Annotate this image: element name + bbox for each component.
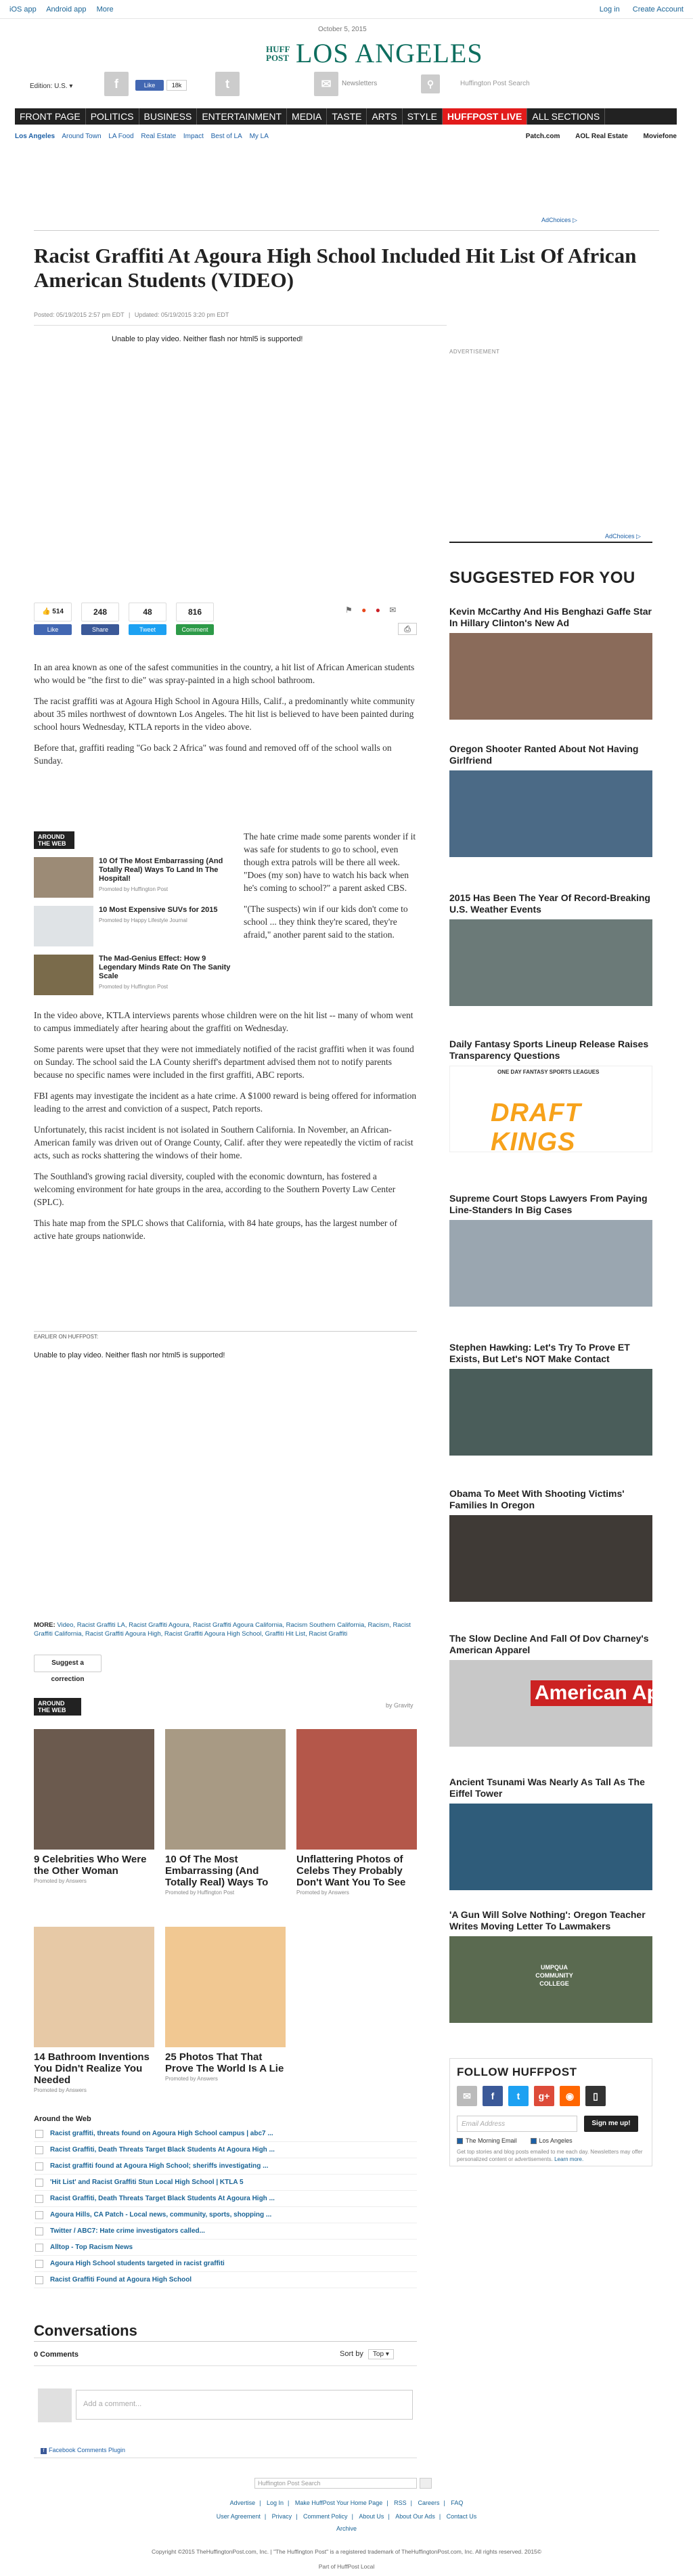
list-item[interactable]: Racist Graffiti, Death Threats Target Black Students At Agoura High ... xyxy=(34,2191,417,2207)
promo-source: Promoted by Answers xyxy=(34,2087,87,2093)
checkbox-icon xyxy=(35,2227,43,2235)
masthead-date: October 5, 2015 xyxy=(318,26,367,33)
partner-link[interactable]: Patch.com xyxy=(525,133,560,140)
promo-source: Promoted by Huffington Post xyxy=(99,886,169,892)
footer-link[interactable]: FAQ xyxy=(451,2499,464,2506)
footer-link[interactable]: Log In xyxy=(267,2499,284,2506)
promo-image[interactable] xyxy=(165,1729,286,1850)
promo-item[interactable] xyxy=(34,906,237,946)
article-body-cont xyxy=(34,1009,417,1250)
suggest-correction-button[interactable]: Suggest a correction xyxy=(34,1655,102,1672)
sort-control xyxy=(340,2349,394,2359)
facebook-icon: f xyxy=(41,2448,47,2454)
suggested-title[interactable]: Stephen Hawking: Let's Try To Prove ET Exists, But Let's NOT Make Contact xyxy=(449,1342,630,1364)
promo-image[interactable] xyxy=(165,1927,286,2047)
fb-comments-plugin-link[interactable]: f Facebook Comments Plugin xyxy=(41,2447,125,2454)
suggested-item[interactable] xyxy=(449,1776,652,1890)
checkbox-icon xyxy=(35,2195,43,2203)
checkbox-icon xyxy=(35,2179,43,2187)
video-player[interactable] xyxy=(34,332,417,589)
list-item[interactable]: Agoura Hills, CA Patch - Local news, community, sports, shopping ... xyxy=(34,2207,417,2223)
list-item[interactable]: Racist Graffiti Found at Agoura High School xyxy=(34,2272,417,2288)
promo-thumbnail[interactable] xyxy=(34,906,93,946)
subnav-link[interactable]: My LA xyxy=(249,133,269,140)
gravity-credit: by Gravity xyxy=(386,1702,413,1709)
search-icon[interactable]: ⚲ xyxy=(421,74,440,93)
footer-link[interactable]: Comment Policy xyxy=(303,2513,348,2520)
mobile-icon[interactable]: ▯ xyxy=(585,2086,606,2106)
suggested-title[interactable]: Ancient Tsunami Was Nearly As Tall As The Eiffel Tower xyxy=(449,1776,645,1799)
adchoices-link[interactable]: AdChoices ▷ xyxy=(605,533,641,540)
footer-link[interactable]: Contact Us xyxy=(446,2513,477,2520)
like-count: 👍 514 xyxy=(34,603,72,621)
suggested-image[interactable] xyxy=(449,1804,652,1890)
checkbox-icon xyxy=(35,2244,43,2252)
divider xyxy=(34,2341,417,2342)
suggested-image[interactable] xyxy=(449,1515,652,1602)
divider xyxy=(34,2365,417,2366)
promo-title[interactable]: Unflattering Photos of Celebs They Probably Don't Want You To See xyxy=(296,1854,406,1888)
fb-like-button[interactable]: Like xyxy=(135,80,164,91)
suggested-item[interactable] xyxy=(449,606,652,720)
suggested-title[interactable]: 2015 Has Been The Year Of Record-Breaking U.S. Weather Events xyxy=(449,892,650,915)
brand-logo-text: HUFF POST xyxy=(266,43,290,63)
newsletter-checkbox[interactable]: Los Angeles xyxy=(531,2137,573,2144)
promo-title[interactable]: 14 Bathroom Inventions You Didn't Realize You Needed xyxy=(34,2051,150,2086)
list-item[interactable]: Agoura High School students targeted in racist graffiti xyxy=(34,2256,417,2272)
footer-link[interactable]: User Agreement xyxy=(216,2513,261,2520)
list-item[interactable]: Racist Graffiti, Death Threats Target Black Students At Agoura High ... xyxy=(34,2142,417,2158)
nav-entertainment[interactable]: ENTERTAINMENT xyxy=(197,108,287,125)
suggested-item[interactable] xyxy=(449,1633,691,1747)
twitter-icon[interactable]: t xyxy=(508,2086,529,2106)
promo-title[interactable]: 9 Celebrities Who Were the Other Woman xyxy=(34,1854,147,1877)
footer-search-button[interactable] xyxy=(420,2478,432,2489)
promo-item[interactable] xyxy=(34,955,237,995)
tweet-button[interactable]: Tweet xyxy=(129,624,166,635)
sort-select[interactable]: Top ▾ xyxy=(368,2349,394,2359)
email-share-icon[interactable]: ✉ xyxy=(389,605,397,615)
rss-icon[interactable]: ◉ xyxy=(560,2086,580,2106)
divider xyxy=(34,230,659,231)
nav-arts[interactable]: ARTS xyxy=(367,108,402,125)
paragraph: Unfortunately, this racist incident is not isolated in Southern California. In November, an African-American family was driven out of Orange County, Calif. after they were repeatedly the victim of racist acts, such as rocks shattering the windows of their home. xyxy=(34,1125,413,1160)
total-share-count: 816 xyxy=(176,603,214,621)
suggested-title[interactable]: Obama To Meet With Shooting Victims' Families In Oregon xyxy=(449,1488,625,1510)
follow-huffpost xyxy=(449,2058,652,2166)
comments-count: 0 Comments xyxy=(34,2351,79,2359)
more-link[interactable]: More xyxy=(96,5,114,14)
draftkings-tagline: ONE DAY FANTASY SPORTS LEAGUES xyxy=(497,1069,600,1075)
promo-thumbnail[interactable] xyxy=(34,857,93,898)
sub-nav xyxy=(15,133,677,145)
nav-taste[interactable]: TASTE xyxy=(327,108,367,125)
ad-label: ADVERTISEMENT xyxy=(449,349,500,355)
suggested-title[interactable]: The Slow Decline And Fall Of Dov Charney's American Apparel xyxy=(449,1633,649,1655)
part-of-huffpost-local[interactable]: Part of HuffPost Local xyxy=(318,2563,375,2570)
adchoices-link[interactable]: AdChoices ▷ xyxy=(541,217,577,223)
video-error-message: Unable to play video. Neither flash nor html5 is supported! xyxy=(112,335,303,343)
suggested-title[interactable]: Kevin McCarthy And His Benghazi Gaffe Star In Hillary Clinton's New Ad xyxy=(449,606,652,628)
pinterest-icon[interactable]: ● xyxy=(375,605,380,615)
around-web-heading: AROUND THE WEB xyxy=(34,1698,81,1716)
footer-link[interactable]: Privacy xyxy=(271,2513,292,2520)
nav-media[interactable]: MEDIA xyxy=(287,108,327,125)
list-item[interactable]: Alltop - Top Racism News xyxy=(34,2240,417,2256)
copyright: Copyright ©2015 TheHuffingtonPost.com, Inc. | "The Huffington Post" is a registered trademark of TheHuffingtonPost.com, Inc. All rights reserved. 2015© xyxy=(151,2548,542,2555)
follow-title: FOLLOW HUFFPOST xyxy=(457,2066,577,2078)
suggested-item[interactable] xyxy=(449,892,652,1006)
follow-note: Get top stories and blog posts emailed to me each day. Newsletters may offer personalized content or advertisements. Learn more. xyxy=(457,2149,643,2162)
promo-card[interactable] xyxy=(296,1729,417,1896)
subnav-link[interactable]: Best of LA xyxy=(210,133,242,140)
print-icon[interactable]: ⎙ xyxy=(398,623,417,635)
paragraph: The Southland's growing racial diversity, coupled with the economic downturn, has fostered a welcoming environment for hate groups in the area, according to the Southern Poverty Law Center (SPLC). xyxy=(34,1171,396,1207)
sidebar-ad[interactable] xyxy=(449,359,652,528)
paragraph: Before that, graffiti reading "Go back 2 Africa" was found and removed off of the school walls on Sunday. xyxy=(34,743,392,766)
edition-select[interactable]: Edition: U.S. ▾ xyxy=(30,83,73,90)
footer-link[interactable]: Archive xyxy=(336,2525,357,2532)
signup-button[interactable]: Sign me up! xyxy=(584,2116,638,2132)
email-icon[interactable]: ✉ xyxy=(457,2086,477,2106)
footer-link[interactable]: About Our Ads xyxy=(395,2513,435,2520)
nav-style[interactable]: STYLE xyxy=(403,108,443,125)
suggested-image[interactable] xyxy=(449,919,652,1006)
suggested-item[interactable] xyxy=(449,1488,652,1602)
bookmark-icon[interactable]: ⚑ xyxy=(345,605,353,615)
subnav-home[interactable]: Los Angeles xyxy=(15,133,55,140)
suggested-image[interactable] xyxy=(449,1369,652,1456)
nav-huffpost-live[interactable]: HUFFPOST LIVE xyxy=(443,108,527,125)
paragraph: The racist graffiti was at Agoura High School in Agoura Hills, Calif., a predominantly white community about 35 miles northwest of downtown Los Angeles. The hit list is believed to have been painted during school hours Wednesday, KTLA reports in the video above. xyxy=(34,696,415,732)
promo-source: Promoted by Huffington Post xyxy=(99,984,169,990)
around-web-heading: AROUND THE WEB xyxy=(34,831,74,849)
top-bar xyxy=(0,0,693,19)
suggested-title: SUGGESTED FOR YOU xyxy=(449,569,635,587)
suggested-title[interactable]: Oregon Shooter Ranted About Not Having Girlfriend xyxy=(449,743,639,766)
subnav-link[interactable]: LA Food xyxy=(108,133,134,140)
earlier-video-error: Unable to play video. Neither flash nor html5 is supported! xyxy=(34,1351,225,1359)
divider xyxy=(449,542,652,543)
around-web-list-title: Around the Web xyxy=(34,2115,91,2123)
suggested-item[interactable] xyxy=(449,1909,652,2023)
checkbox-icon xyxy=(35,2162,43,2170)
checkbox-icon xyxy=(35,2211,43,2219)
create-account-link[interactable]: Create Account xyxy=(632,5,684,14)
huffpost-logo[interactable] xyxy=(266,37,483,69)
post-dates: Posted: 05/19/2015 2:57 pm EDT | Updated: 05/19/2015 3:20 pm EDT xyxy=(34,311,229,318)
around-web-list xyxy=(34,2126,417,2288)
paragraph: This hate map from the SPLC shows that California, with 84 hate groups, has the largest number of active hate groups nationwide. xyxy=(34,1218,398,1241)
promo-image[interactable] xyxy=(296,1729,417,1850)
facebook-icon[interactable]: f xyxy=(104,72,129,96)
suggested-title[interactable]: Daily Fantasy Sports Lineup Release Raises Transparency Questions xyxy=(449,1039,649,1061)
suggested-image[interactable] xyxy=(449,1660,691,1747)
fb-share-button[interactable]: Share xyxy=(81,624,119,635)
promo-source: Promoted by Answers xyxy=(165,2076,218,2082)
tag-list xyxy=(34,1621,417,1638)
avatar xyxy=(38,2388,72,2422)
promo-item[interactable] xyxy=(34,857,237,898)
promo-source: Promoted by Answers xyxy=(34,1878,87,1884)
subnav-link[interactable]: Around Town xyxy=(62,133,102,140)
reddit-icon[interactable]: ● xyxy=(361,605,367,615)
fb-share-count: 248 xyxy=(81,603,119,621)
promo-title[interactable]: 10 Of The Most Embarrassing (And Totally Real) Ways To Land In The Hospital! xyxy=(99,857,223,883)
promo-title[interactable]: The Mad-Genius Effect: How 9 Legendary Minds Rate On The Sanity Scale xyxy=(99,955,231,980)
campus-sign: UMPQUA COMMUNITY COLLEGE xyxy=(535,1964,573,1987)
login-link[interactable]: Log in xyxy=(599,5,620,14)
promo-card[interactable] xyxy=(34,1927,154,2093)
footer-link[interactable]: Make HuffPost Your Home Page xyxy=(294,2499,383,2506)
around-web-inline xyxy=(34,831,237,995)
article-body xyxy=(34,661,417,775)
newsletter-checkbox[interactable]: The Morning Email xyxy=(457,2137,517,2144)
promo-title[interactable]: 10 Most Expensive SUVs for 2015 xyxy=(99,906,218,914)
article-headline: Racist Graffiti At Agoura High School Included Hit List Of African American Students (VIDEO) xyxy=(34,244,637,292)
store-sign: American Appar xyxy=(531,1680,652,1706)
promo-title[interactable]: 25 Photos That That Prove The World Is A Lie xyxy=(165,2051,284,2074)
nav-politics[interactable]: POLITICS xyxy=(86,108,139,125)
divider xyxy=(34,325,447,326)
promo-card[interactable] xyxy=(34,1729,154,1884)
paragraph: In an area known as one of the safest communities in the country, a hit list of African American students who would be "the first to die" was spray-painted in a high school bathroom. xyxy=(34,662,415,685)
tweet-count: 48 xyxy=(129,603,166,621)
comment-input[interactable]: Add a comment... xyxy=(76,2390,413,2420)
footer-links-row: Advertise | Log In | Make HuffPost Your Home Page | RSS | Careers | FAQ xyxy=(229,2499,464,2506)
fb-like-button[interactable]: Like xyxy=(34,624,72,635)
footer-link[interactable]: Advertise xyxy=(229,2499,256,2506)
search-input[interactable]: Huffington Post Search xyxy=(460,80,530,87)
earlier-on-huffpost: EARLIER ON HUFFPOST: xyxy=(34,1331,417,1340)
email-icon[interactable]: ✉ xyxy=(314,72,338,96)
draftkings-logo: DRAFT KINGS xyxy=(491,1099,581,1156)
paragraph: The hate crime made some parents wonder if it was safe for students to go to school, even though extra patrols will be there all week. "Does (my son) have to watch his back when he's coming to school?" a parent asked CBS. xyxy=(244,831,416,893)
twitter-icon[interactable]: t xyxy=(215,72,240,96)
suggested-item[interactable] xyxy=(449,1193,652,1307)
android-app-link[interactable]: Android app xyxy=(46,5,87,14)
suggested-image[interactable] xyxy=(449,1936,652,2023)
checkbox-icon xyxy=(35,2276,43,2284)
suggested-image[interactable] xyxy=(449,1220,652,1307)
nav-front-page[interactable]: FRONT PAGE xyxy=(15,108,86,125)
paragraph: FBI agents may investigate the incident as a hate crime. A $1000 reward is being offered for information leading to the arrest and conviction of a suspect, Patch reports. xyxy=(34,1091,417,1114)
tags[interactable]: Video, Racist Graffiti LA, Racist Graffiti Agoura, Racist Graffiti Agoura California, Racism Southern California, Racism, Racist Graffiti California, Racist Graffiti Agoura High, Racist Graffiti Agoura High School, Graffiti Hit List, Racist Graffiti xyxy=(34,1621,411,1638)
newsletter-input[interactable]: Newsletters xyxy=(342,80,378,87)
suggested-item[interactable] xyxy=(449,1039,652,1156)
learn-more-link[interactable]: Learn more. xyxy=(554,2156,584,2162)
footer-links-row: User Agreement | Privacy | Comment Policy | About Us | About Our Ads | Contact Us xyxy=(216,2513,477,2520)
suggested-image[interactable] xyxy=(449,770,652,857)
suggested-title[interactable]: 'A Gun Will Solve Nothing': Oregon Teacher Writes Moving Letter To Lawmakers xyxy=(449,1909,646,1931)
promo-title[interactable]: 10 Of The Most Embarrassing (And Totally Real) Ways To xyxy=(165,1854,269,1888)
checkbox-icon xyxy=(35,2260,43,2268)
edition-city: LOS ANGELES xyxy=(296,38,483,68)
posted-date: Posted: 05/19/2015 2:57 pm EDT xyxy=(34,311,125,318)
promo-card[interactable] xyxy=(165,1729,286,1896)
footer-links-row xyxy=(0,2525,693,2532)
google-plus-icon[interactable]: g+ xyxy=(534,2086,554,2106)
facebook-icon[interactable]: f xyxy=(483,2086,503,2106)
promo-image[interactable] xyxy=(34,1927,154,2047)
paragraph: In the video above, KTLA interviews parents whose children were on the hit list -- many of whom went to campus immediately after hearing about the graffiti on Wednesday. xyxy=(34,1010,413,1033)
paragraph: "(The suspects) win if our kids don't come to school ... they think they're scared, they're afraid," another parent said to the station. xyxy=(244,904,408,940)
nav-all-sections[interactable]: ALL SECTIONS xyxy=(527,108,605,125)
main-nav xyxy=(15,108,677,125)
fb-like-count: 18k xyxy=(166,80,187,91)
comment-button[interactable]: Comment xyxy=(176,624,214,635)
promo-source: Promoted by Happy Lifestyle Journal xyxy=(99,917,187,923)
suggested-item[interactable] xyxy=(449,743,652,857)
promo-thumbnail[interactable] xyxy=(34,955,93,995)
nav-business[interactable]: BUSINESS xyxy=(139,108,198,125)
share-icons xyxy=(345,605,396,615)
promo-source: Promoted by Huffington Post xyxy=(165,1890,235,1896)
list-item[interactable]: Twitter / ABC7: Hate crime investigators called... xyxy=(34,2223,417,2240)
promo-source: Promoted by Answers xyxy=(296,1890,349,1896)
list-item[interactable]: 'Hit List' and Racist Graffiti Stun Local High School | KTLA 5 xyxy=(34,2175,417,2191)
updated-date: Updated: 05/19/2015 3:20 pm EDT xyxy=(134,311,229,318)
footer-link[interactable]: About Us xyxy=(359,2513,384,2520)
suggested-image[interactable] xyxy=(449,1066,652,1156)
subnav-link[interactable]: Real Estate xyxy=(141,133,177,140)
footer-search-input[interactable]: Huffington Post Search xyxy=(254,2478,417,2489)
footer-link[interactable]: Careers xyxy=(418,2499,440,2506)
checkbox-icon xyxy=(35,2146,43,2154)
partner-link[interactable]: AOL Real Estate xyxy=(575,133,628,140)
share-bar xyxy=(34,603,417,638)
subnav-link[interactable]: Impact xyxy=(183,133,204,140)
list-item[interactable]: Racist graffiti, threats found on Agoura High School campus | abc7 ... xyxy=(34,2126,417,2142)
promo-card[interactable] xyxy=(165,1927,286,2082)
partner-link[interactable]: Moviefone xyxy=(643,133,677,140)
ios-app-link[interactable]: iOS app xyxy=(9,5,37,14)
paragraph: Some parents were upset that they were not immediately notified of the racist graffiti when it was found on Sunday. The school said the LA County sheriff's department advised them not to notify parents because no specific names were included in the first graffiti, ABC reports. xyxy=(34,1044,414,1080)
promo-image[interactable] xyxy=(34,1729,154,1850)
conversations-title: Conversations xyxy=(34,2322,137,2339)
more-label: MORE: xyxy=(34,1621,55,1629)
checkbox-icon xyxy=(35,2130,43,2138)
email-input[interactable]: Email Address xyxy=(457,2116,577,2132)
suggested-title[interactable]: Supreme Court Stops Lawyers From Paying Line-Standers In Big Cases xyxy=(449,1193,648,1215)
list-item[interactable]: Racist graffiti found at Agoura High School; sheriffs investigating ... xyxy=(34,2158,417,2175)
social-row xyxy=(0,68,693,102)
suggested-image[interactable] xyxy=(449,633,652,720)
sort-label: Sort by xyxy=(340,2350,363,2358)
footer-link[interactable]: RSS xyxy=(394,2499,407,2506)
article-body-side xyxy=(244,830,417,949)
suggested-item[interactable] xyxy=(449,1342,652,1456)
